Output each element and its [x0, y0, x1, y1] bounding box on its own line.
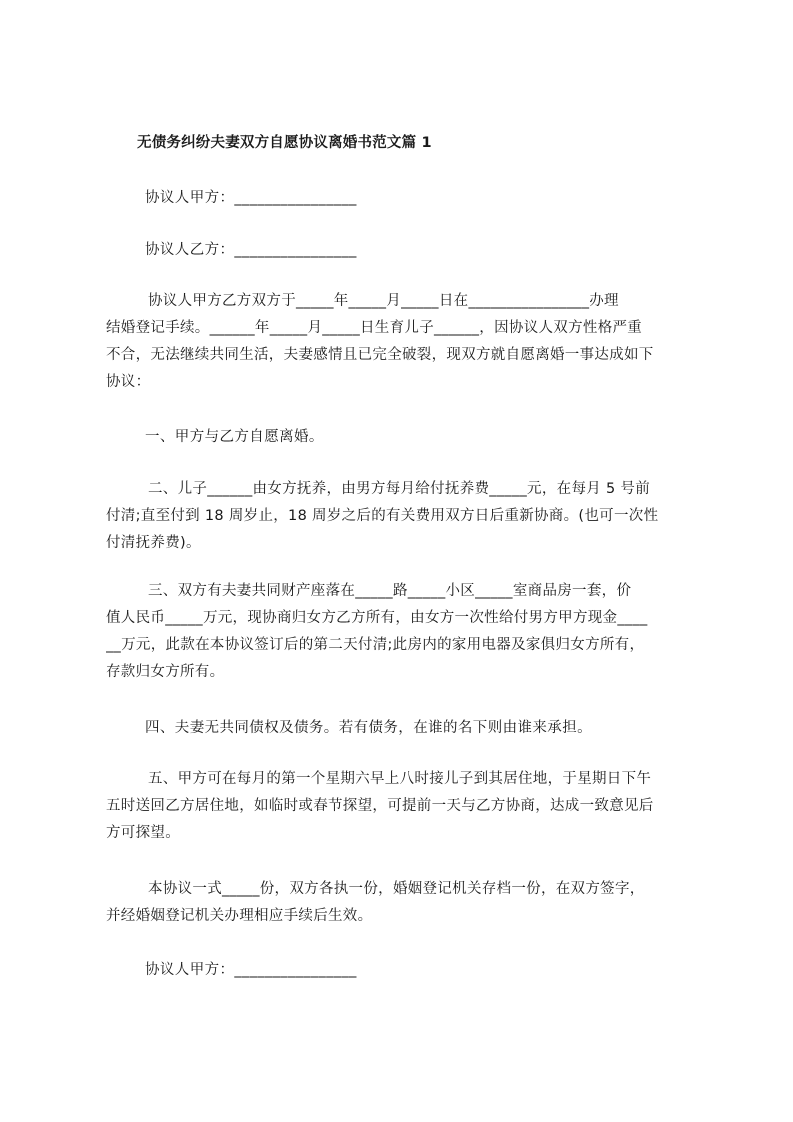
document-title: 无债务纠纷夫妻双方自愿协议离婚书范文篇 1: [137, 135, 432, 151]
party-a-signature-line: 协议人甲方：________________: [145, 962, 357, 978]
clause-5-line: 五时送回乙方居住地，如临时或春节探望，可提前一天与乙方协商，达成一致意见后: [106, 798, 654, 814]
intro-line: 协议：: [106, 374, 151, 390]
closing-line: 本协议一式_____份，双方各执一份，婚姻登记机关存档一份，在双方签字，: [148, 881, 645, 897]
clause-5-line: 五、甲方可在每月的第一个星期六早上八时接儿子到其居住地，于星期日下午: [148, 771, 652, 787]
party-b-line: 协议人乙方：________________: [145, 242, 357, 258]
clause-2-line: 付清;直至付到 18 周岁止，18 周岁之后的有关费用双方日后重新协商。(也可一次性: [106, 508, 659, 524]
intro-line: 结婚登记手续。______年_____月_____日生育儿子______，因协议人双方性格严重: [106, 320, 643, 336]
clause-4: 四、夫妻无共同债权及债务。若有债务，在谁的名下则由谁来承担。: [145, 720, 592, 736]
intro-line: 协议人甲方乙方双方于_____年_____月_____日在________________办理: [148, 293, 619, 309]
clause-3-line: 存款归女方所有。: [106, 664, 225, 680]
clause-3-paragraph: [106, 578, 702, 686]
intro-line: 不合，无法继续共同生活，夫妻感情且已完全破裂，现双方就自愿离婚一事达成如下: [106, 347, 654, 363]
closing-paragraph: [106, 876, 702, 930]
intro-paragraph: [106, 288, 702, 396]
clause-3-line: __万元，此款在本协议签订后的第二天付清;此房内的家用电器及家俱归女方所有，: [106, 637, 645, 653]
clause-1: 一、甲方与乙方自愿离婚。: [145, 429, 324, 445]
clause-2-line: 付清抚养费)。: [106, 535, 201, 551]
clause-2-line: 二、儿子______由女方抚养，由男方每月给付抚养费_____元，在每月 5 号前: [148, 481, 650, 497]
clause-2-paragraph: [106, 476, 702, 557]
clause-5-line: 方可探望。: [106, 825, 180, 841]
clause-3-line: 三、双方有夫妻共同财产座落在_____路_____小区_____室商品房一套，价: [148, 583, 632, 599]
party-a-line: 协议人甲方：________________: [145, 190, 357, 206]
closing-line: 并经婚姻登记机关办理相应手续后生效。: [106, 908, 373, 924]
clause-5-paragraph: [106, 766, 702, 847]
clause-3-line: 值人民币_____万元，现协商归女方乙方所有，由女方一次性给付男方甲方现金____: [106, 610, 648, 626]
